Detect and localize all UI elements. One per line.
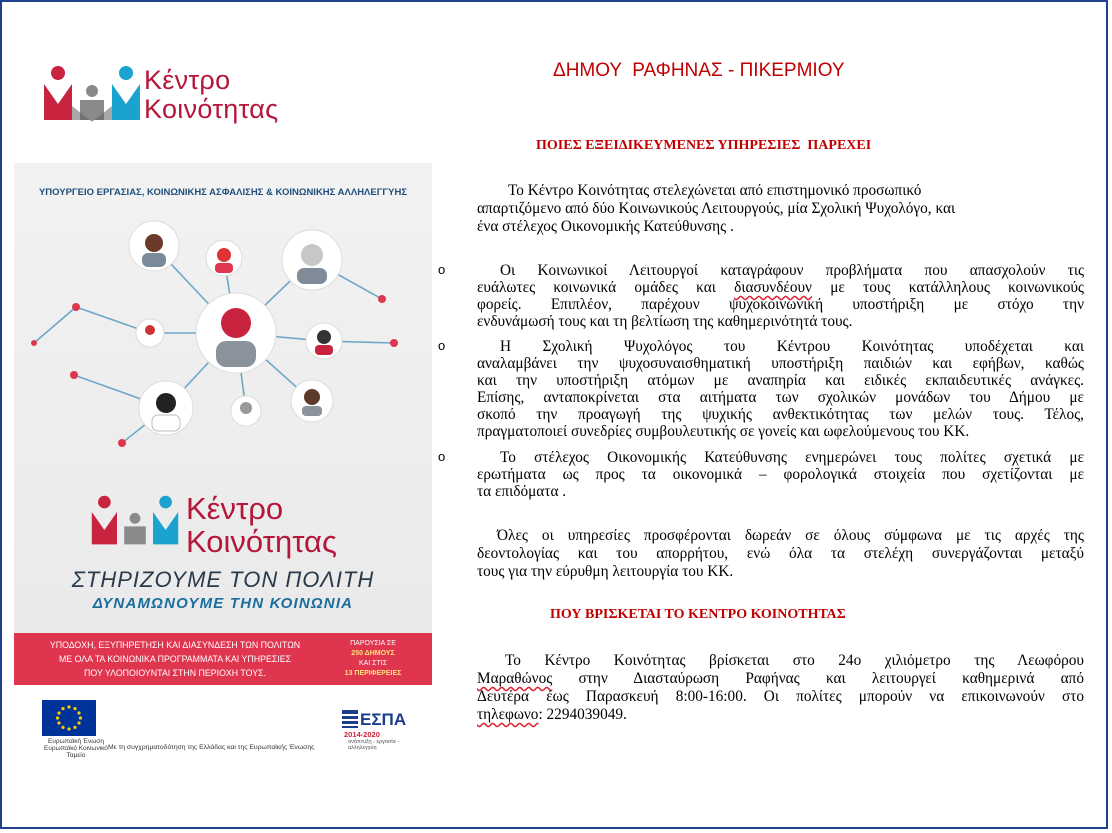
bullet1-line1: Οι Κοινωνικοί Λειτουργοί καταγράφουν προβλήματα που απασχολούν τις: [500, 262, 1084, 279]
bullet3-line1: Το στέλεχος Οικονομικής Κατεύθυνσης ενημερώνει τους πολίτες σχετικά με: [500, 449, 1084, 466]
location-line2: [477, 670, 1084, 687]
poster-logo-line2: Κοινότητας: [186, 524, 337, 559]
bullet1-line4: ενδυνάμωσή τους και τη βελτίωση της καθημερινότητά τους.: [477, 313, 853, 330]
location-line3: Δευτέρα έως Παρασκευή 8:00-16:00. Οι πολίτες μπορούν να επικοινωνούν στο: [477, 688, 1084, 705]
kentro-koinotitas-logo: [42, 64, 342, 124]
bullet2-line3: και την υποστήριξη ατόμων με αναπηρία και ειδικές εκπαιδευτικές ανάγκες.: [477, 372, 1084, 389]
espa-years: 2014-2020: [344, 730, 380, 739]
band-line2: ΜΕ ΟΛΑ ΤΑ ΚΟΙΝΩΝΙΚΑ ΠΡΟΓΡΑΜΜΑΤΑ ΚΑΙ ΥΠΗΡΕΣΙΕΣ: [58, 654, 292, 664]
logo-text: [144, 66, 278, 124]
intro-line3: ένα στέλεχος Οικονομικής Κατεύθυνσης .: [477, 218, 734, 235]
b1-l2-underlined: διασυνδέουν: [734, 279, 812, 296]
badge-line1: ΠΑΡΟΥΣΙΑ ΣΕ: [350, 640, 396, 647]
bullet2-line4: Επίσης, ανταποκρίνεται στα αιτήματα των σχολικών μονάδων του Δήμου με: [477, 389, 1084, 406]
bullet2-line1: Η Σχολική Ψυχολόγος του Κέντρου Κοινότητας υποδέχεται και: [500, 338, 1084, 355]
free-services-line2: δεοντολογίας και του απορρήτου, ενώ όλα τα στελέχη συνεργάζονται μεταξύ: [477, 545, 1084, 562]
cofunding-text: Με τη συγχρηματοδότηση της Ελλάδας και της Ευρωπαϊκής Ένωσης: [108, 744, 315, 751]
phone-number: : 2294039049.: [538, 706, 627, 723]
free-services-line1: Όλες οι υπηρεσίες προσφέρονται δωρεάν σε όλους σύμφωνα με τις αρχές της: [497, 527, 1084, 544]
family-logo-icon: [42, 64, 142, 124]
location-line2-rest: στην Διασταύρωση Ραφήνας και λειτουργεί καθημερινά από: [552, 670, 1084, 687]
intro-line1: Το Κέντρο Κοινότητας στελεχώνεται από επιστημονικό προσωπικό: [508, 182, 922, 199]
eu-label-line2: Ευρωπαϊκό Κοινωνικό Ταμείο: [44, 745, 108, 759]
logo-line2: Κοινότητας: [144, 94, 279, 124]
band-line3: ΠΟΥ ΥΛΟΠΟΙΟΥΝΤΑΙ ΣΤΗΝ ΠΕΡΙΟΧΗ ΤΟΥΣ.: [84, 668, 266, 678]
b1-l2-a: ευάλωτες κοινωνικά ομάδες και: [477, 279, 735, 296]
location-line1: Το Κέντρο Κοινότητας βρίσκεται στο 24ο χιλιόμετρο της Λεωφόρου: [505, 652, 1084, 669]
eu-label: [36, 738, 116, 759]
bullet-marker: o: [438, 262, 446, 277]
eu-label-line1: Ευρωπαϊκή Ένωση: [48, 738, 104, 745]
band-text: [20, 638, 330, 680]
badge-line4: 13 ΠΕΡΙΦΕΡΕΙΕΣ: [344, 670, 402, 677]
bullet2-line5: σκοπό την προαγωγή της ψυχικής ανθεκτικότητας των μελών τους. Τέλος,: [477, 406, 1084, 423]
espa-flag-icon: [342, 710, 358, 728]
bullet3-line2: ερωτήματα ως προς τα οικονομικά – φορολογικά στοιχεία που σχετίζονται με: [477, 466, 1084, 483]
location-line4: [477, 706, 627, 723]
location-heading: ΠΟΥ ΒΡΙΣΚΕΤΑΙ ΤΟ ΚΕΝΤΡΟ ΚΟΙΝΟΤΗΤΑΣ: [550, 607, 846, 622]
poster-image: [14, 163, 432, 685]
slogan-empower: ΔΥΝΑΜΩΝΟΥΜΕ ΤΗΝ ΚΟΙΝΩΝΙΑ: [92, 595, 354, 612]
bullet-marker: o: [438, 338, 446, 353]
people-network-illustration: [14, 203, 432, 463]
bullet3-line3: τα επιδόματα .: [477, 483, 567, 500]
presence-badge: [340, 639, 406, 679]
badge-line2: 250 ΔΗΜΟΥΣ: [351, 650, 395, 657]
band-line1: ΥΠΟΔΟΧΗ, ΕΞΥΠΗΡΕΤΗΣΗ ΚΑΙ ΔΙΑΣΥΝΔΕΣΗ ΤΩΝ ΠΟΛΙΤΩΝ: [49, 640, 301, 650]
eu-flag-icon: [42, 700, 96, 736]
bullet-marker: o: [438, 449, 446, 464]
badge-line3: ΚΑΙ ΣΤΙΣ: [358, 660, 388, 667]
services-heading: ΠΟΙΕΣ ΕΞΕΙΔΙΚΕΥΜΕΝΕΣ ΥΠΗΡΕΣΙΕΣ ΠΑΡΕΧΕΙ: [536, 138, 872, 153]
bullet2-line2: αναλαμβάνει την ψυχοσυναισθηματική υποστήριξη παιδιών και εφήβων, καθώς: [477, 355, 1084, 372]
municipality-title: ΔΗΜΟΥ ΡΑΦΗΝΑΣ - ΠΙΚΕΡΜΙΟΥ: [553, 60, 845, 81]
poster-logo: [90, 488, 390, 558]
espa-name: ΕΣΠΑ: [360, 710, 407, 729]
location-underlined-road: Μαραθώνος: [477, 670, 553, 687]
family-logo-icon-large: [90, 488, 180, 554]
bullet1-line2: [477, 279, 1084, 296]
intro-line2: απαρτιζόμενο από δύο Κοινωνικούς Λειτουργούς, μία Σχολική Ψυχολόγο, και: [477, 200, 956, 217]
bullet2-line6: πραγματοποιεί συνεδρίες συμβουλευτικής σε γονείς και ωφελούμενους του ΚΚ.: [477, 423, 970, 440]
poster-logo-text: [186, 492, 337, 558]
location-underlined-phone-label: τηλεφωνο: [477, 706, 539, 723]
services-band: [14, 633, 432, 685]
free-services-line3: τους για την εύρυθμη λειτουργία του ΚΚ.: [477, 563, 734, 580]
bullet1-line3: φορείς. Επιπλέον, παρέχουν ψυχοκοινωνική υποστήριξη με στόχο την: [477, 296, 1084, 313]
espa-logo: [342, 710, 412, 751]
b1-l2-b: με τους κατάλληλους κοινωνικούς: [811, 279, 1084, 296]
espa-tagline: ανάπτυξη - εργασία - αλληλεγγύη: [348, 739, 400, 751]
slogan-support: ΣΤΗΡΙΖΟΥΜΕ ΤΟΝ ΠΟΛΙΤΗ: [71, 567, 375, 592]
logo-line1: Κέντρο: [144, 65, 231, 95]
ministry-heading: ΥΠΟΥΡΓΕΙΟ ΕΡΓΑΣΙΑΣ, ΚΟΙΝΩΝΙΚΗΣ ΑΣΦΑΛΙΣΗΣ & ΚΟΙΝΩΝΙΚΗΣ ΑΛΛΗΛΕΓΓΥΗΣ: [38, 187, 408, 198]
poster-logo-line1: Κέντρο: [186, 491, 284, 526]
